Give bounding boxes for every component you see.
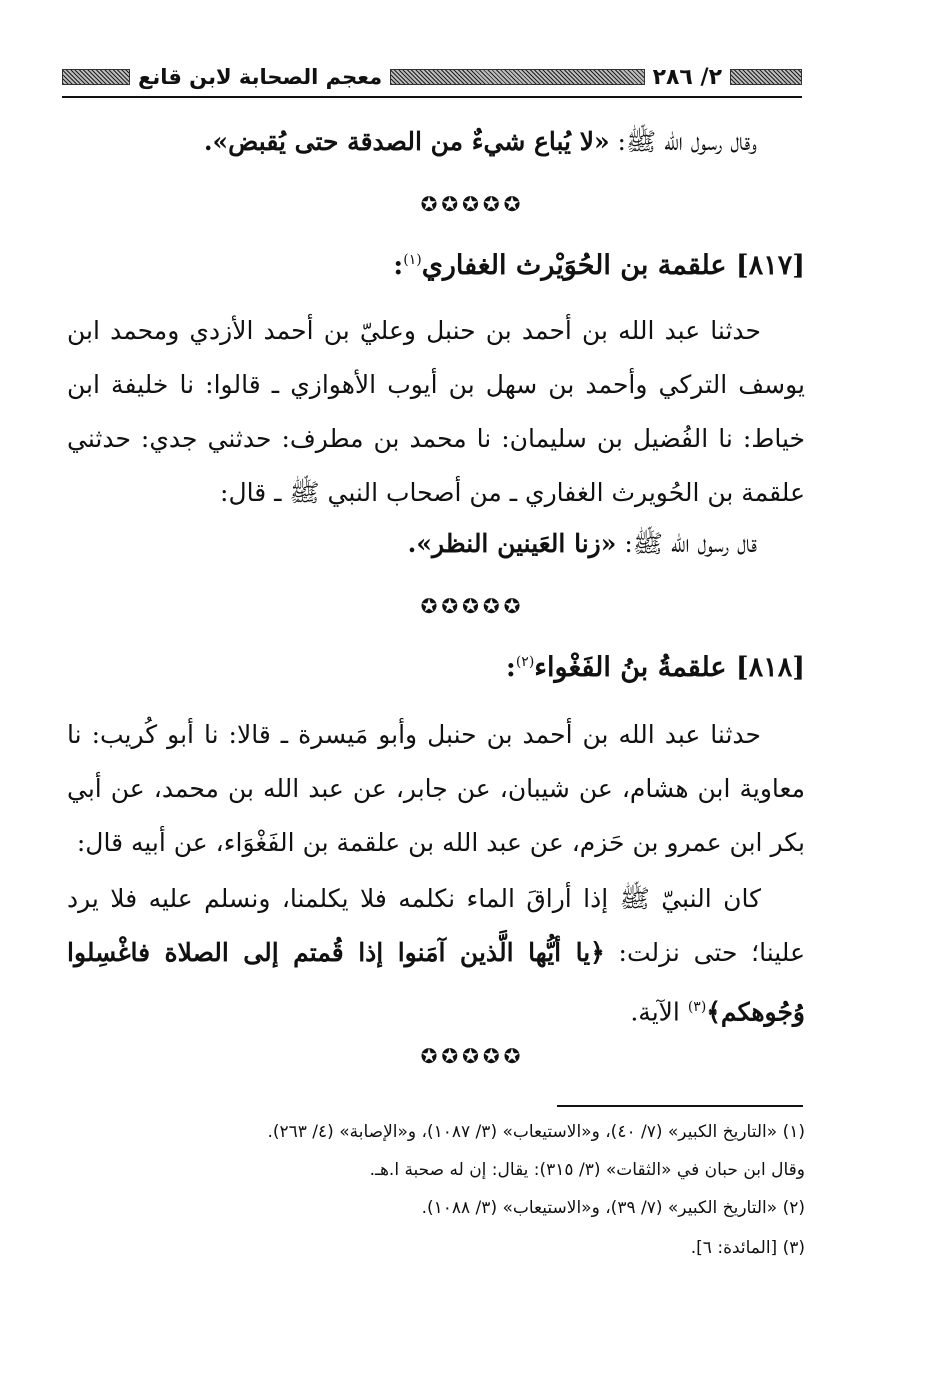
hadith-quote-2 <box>408 528 757 565</box>
entry-817-title: [٨١٧] علقمة بن الحُوَيْرث الغفاري <box>421 250 805 281</box>
entry-818-hadith <box>67 872 805 1039</box>
page-number: ٢/ ٢٨٦ <box>652 64 722 90</box>
quote-2-prefix: قال رسول الله ﷺ: <box>624 529 757 558</box>
footnote-1-continuation: وقال ابن حبان في «الثقات» (٣/ ٣١٥): يقال: إن له صحبة ا.هـ. <box>369 1160 805 1180</box>
entry-818-isnad-text: حدثنا عبد الله بن أحمد بن حنبل وأبو مَيسرة ـ قالا: نا أبو كُريب: نا معاوية ابن هشام، عن شيبان، عن جابر، عن عبد الله بن محمد، عن أبي بكر ابن عمرو بن حَزم، عن عبد الله بن علقمة بن الفَغْوَاء، عن أبيه قال: <box>67 720 805 857</box>
entry-818-colon: : <box>505 652 516 683</box>
entry-817-colon: : <box>393 250 404 281</box>
footnote-2: (٢) «التاريخ الكبير» (٧/ ٣٩)، و«الاستيعاب» (٣/ ١٠٨٨). <box>421 1198 805 1218</box>
hadith-prefix: كان النبيّ ﷺ إذا أراقَ الماء نكلمه فلا يكلمنا، ونسلم عليه فلا يرد علينا؛ حتى نزلت: <box>67 884 805 967</box>
hadith-quote-1 <box>204 126 757 163</box>
hadith-footnote-ref: (٣) <box>687 999 707 1015</box>
header-ornament-left <box>62 69 130 85</box>
entry-818-heading <box>506 652 805 683</box>
entry-817-isnad <box>67 304 805 520</box>
quote-2-text: «زنا العَينين النظر». <box>407 529 617 558</box>
footnote-rule <box>557 1105 803 1107</box>
quote-1-prefix: وقال رسول الله ﷺ: <box>617 127 757 156</box>
running-header <box>62 60 802 94</box>
hadith-suffix: الآية. <box>630 997 680 1027</box>
section-separator-1: ✪✪✪✪✪ <box>420 192 525 216</box>
book-title: معجم الصحابة لابن قانع <box>138 65 383 89</box>
quote-1-text: «لا يُباع شيءٌ من الصدقة حتى يُقبض». <box>203 127 610 156</box>
entry-817-heading <box>393 250 805 281</box>
header-rule <box>62 96 802 98</box>
entry-818-footnote-ref: (٢) <box>515 654 535 670</box>
entry-817-footnote-ref: (١) <box>403 252 422 268</box>
entry-818-title: [٨١٨] علقمةُ بنُ الفَغْواء <box>534 652 805 683</box>
header-ornament-middle <box>390 69 644 85</box>
header-ornament-right <box>730 69 802 85</box>
footnote-3: (٣) [المائدة: ٦]. <box>690 1238 805 1258</box>
entry-817-isnad-text: حدثنا عبد الله بن أحمد بن حنبل وعليّ بن أحمد الأزدي ومحمد ابن يوسف التركي وأحمد بن سهل بن أيوب الأهوازي ـ قالوا: نا خليفة ابن خياط: نا الفُضيل بن سليمان: نا محمد بن مطرف: حدثني جدي: حدثني علقمة بن الحُويرث الغفاري ـ من أصحاب النبي ﷺ ـ قال: <box>67 316 805 507</box>
quran-verse: ﴿يا أيُّها الَّذين آمَنوا إذا قُمتم إلى الصلاة فاغْسِلوا وُجُوهكم﴾ <box>67 938 805 1027</box>
entry-818-isnad <box>67 708 805 870</box>
footnote-1: (١) «التاريخ الكبير» (٧/ ٤٠)، و«الاستيعاب» (٣/ ١٠٨٧)، و«الإصابة» (٤/ ٢٦٣). <box>267 1122 805 1142</box>
section-separator-2: ✪✪✪✪✪ <box>420 594 525 618</box>
section-separator-3: ✪✪✪✪✪ <box>420 1044 525 1068</box>
